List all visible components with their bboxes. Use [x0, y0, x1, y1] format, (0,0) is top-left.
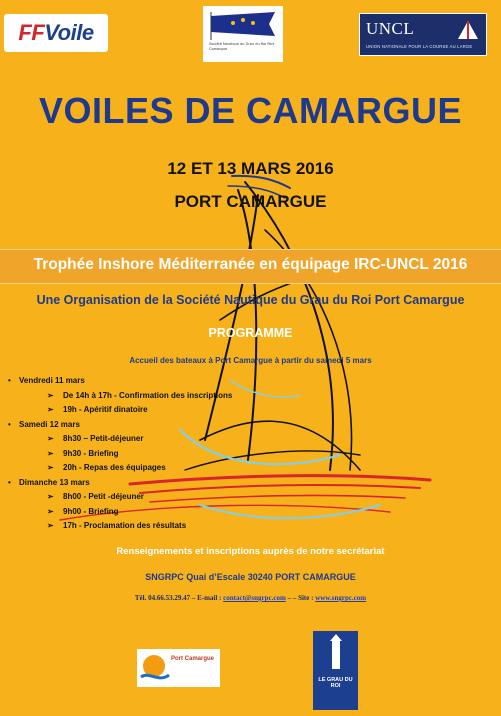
schedule-day	[8, 478, 90, 487]
event-dates: 12 ET 13 MARS 2016	[167, 159, 334, 178]
contact-tel: Tél. 04.66.53.29.47 – E-mail :	[134, 594, 222, 602]
item-label: 9h00 - Briefing	[63, 507, 119, 516]
item-label: 20h - Repas des équipages	[63, 463, 166, 472]
schedule-item	[47, 521, 186, 530]
website-link[interactable]: www.sngrpc.com	[315, 594, 367, 602]
schedule-item	[47, 492, 144, 501]
trophy-title: Trophée Inshore Méditerranée en équipage IRC-UNCL 2016	[33, 256, 468, 273]
item-label: De 14h à 17h - Confirmation des inscriptions	[63, 391, 233, 400]
schedule-item	[47, 405, 148, 414]
port-camargue-logo	[137, 649, 220, 687]
sngrpc-logo	[203, 6, 283, 62]
arrow-icon: ➢	[47, 449, 54, 458]
organisation-line: Une Organisation de la Société Nautique du Grau du Roi Port Camargue	[36, 293, 465, 307]
ffvoile-logo-voile: Voile	[44, 20, 94, 45]
day-label: Samedi 12 mars	[19, 420, 80, 429]
site-label: – – Site :	[287, 594, 314, 602]
address-line: SNGRPC Quai d’Escale 30240 PORT CAMARGUE	[145, 572, 356, 582]
day-label: Vendredi 11 mars	[19, 376, 85, 385]
item-label: 9h30 - Briefing	[63, 449, 119, 458]
uncl-logo	[359, 13, 487, 56]
event-place: PORT CAMARGUE	[174, 192, 327, 211]
arrow-icon: ➢	[47, 521, 54, 530]
schedule-item	[47, 434, 143, 443]
schedule-item	[47, 463, 166, 472]
bullet-icon: •	[8, 376, 11, 385]
programme-heading: PROGRAMME	[208, 326, 293, 340]
schedule-day	[8, 420, 80, 429]
port-camargue-emblem-icon	[137, 649, 171, 687]
sngrpc-logo-caption: Société Nautique du Grau du Roi Port Camargue	[209, 42, 275, 51]
arrow-icon: ➢	[47, 507, 54, 516]
lighthouse-icon	[313, 631, 358, 675]
grau-du-roi-logo	[313, 631, 358, 710]
accueil-note: Accueil des bateaux à Port Camargue à partir du samedi 5 mars	[129, 356, 372, 365]
schedule-item	[47, 507, 119, 516]
renseignements-line: Renseignements et inscriptions auprès de notre secrétariat	[116, 546, 385, 557]
page-title: VOILES DE CAMARGUE	[38, 90, 463, 131]
item-label: 8h30 – Petit-déjeuner	[63, 434, 144, 443]
bullet-icon: •	[8, 420, 11, 429]
contact-line	[0, 594, 501, 602]
item-label: 8h00 - Petit -déjeuner	[63, 492, 144, 501]
arrow-icon: ➢	[47, 463, 54, 472]
ffvoile-logo	[4, 14, 108, 52]
day-label: Dimanche 13 mars	[19, 478, 90, 487]
arrow-icon: ➢	[47, 492, 54, 501]
item-label: 19h - Apéritif dinatoire	[63, 405, 148, 414]
schedule-item	[47, 391, 232, 400]
schedule-day	[8, 376, 85, 385]
schedule-item	[47, 449, 119, 458]
ffvoile-logo-ff: FF	[18, 20, 45, 45]
arrow-icon: ➢	[47, 405, 54, 414]
bullet-icon: •	[8, 478, 11, 487]
grau-du-roi-logo-name: LE GRAU DU ROI	[318, 677, 353, 689]
uncl-logo-subtitle: UNION NATIONALE POUR LA COURSE AU LARGE	[366, 44, 473, 49]
arrow-icon: ➢	[47, 434, 54, 443]
item-label: 17h - Proclamation des résultats	[63, 521, 187, 530]
uncl-logo-name: UNCL	[366, 19, 415, 38]
arrow-icon: ➢	[47, 391, 54, 400]
port-camargue-logo-name: Port Camargue	[171, 656, 215, 662]
email-link[interactable]: contact@sngrpc.com	[223, 594, 286, 602]
uncl-emblem-icon	[454, 17, 482, 43]
flag-icon	[203, 6, 283, 42]
